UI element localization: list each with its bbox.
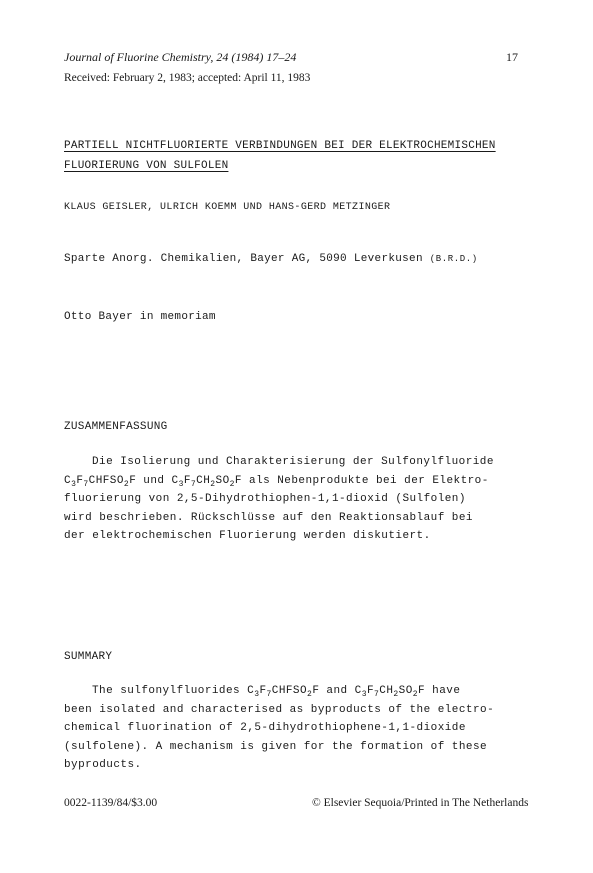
zusammenfassung-paragraph	[64, 453, 494, 546]
affiliation-country: (B.R.D.)	[429, 254, 478, 264]
title-line-2: FLUORIERUNG VON SULFOLEN	[64, 160, 229, 172]
zf-line-5: der elektrochemischen Fluorierung werden diskutiert.	[64, 530, 431, 542]
authors: KLAUS GEISLER, ULRICH KOEMM UND HANS-GERD METZINGER	[64, 202, 391, 213]
footer-publisher: © Elsevier Sequoia/Printed in The Netherlands	[312, 797, 529, 809]
sum-line-4: (sulfolene). A mechanism is given for the formation of these	[64, 740, 488, 753]
formula-c3f7ch2so2f: $C_3F_7CH_2SO_2F$	[171, 474, 242, 489]
footer-issn: 0022-1139/84/$3.00	[64, 797, 158, 809]
sum-line-3: chemical fluorination of 2,5-dihydrothiophene-1,1-dioxide	[64, 722, 466, 734]
zusammenfassung-heading: ZUSAMMENFASSUNG	[64, 421, 168, 433]
summary-heading: SUMMARY	[64, 651, 113, 663]
zf-line-4: wird beschrieben. Rückschlüsse auf den Reaktionsablauf bei	[64, 511, 473, 524]
sum-line-5: byproducts.	[64, 759, 142, 771]
journal-citation: Journal of Fluorine Chemistry, 24 (1984) 17–24	[64, 50, 297, 64]
sum-line-1: The sulfonylfluorides $C_3F_7CHFSO_2F$ and $C_3F_7CH_2SO_2F$ have	[92, 685, 461, 699]
zf-line-3: fluorierung von 2,5-Dihydrothiophen-1,1-dioxid (Sulfolen)	[64, 493, 466, 505]
formula-c3f7chfso2f-en: $C_3F_7CHFSO_2F$	[247, 685, 320, 699]
formula-c3f7ch2so2f-en: $C_3F_7CH_2SO_2F$	[354, 685, 426, 699]
zf-line-2: $C_3F_7CHFSO_2F$ und $C_3F_7CH_2SO_2F$ als Nebenprodukte bei der Elektro-	[64, 474, 489, 489]
affiliation-main: Sparte Anorg. Chemikalien, Bayer AG, 5090 Leverkusen	[64, 253, 430, 265]
article-title	[64, 136, 496, 176]
affiliation	[64, 253, 478, 265]
received-date: Received: February 2, 1983; accepted: April 11, 1983	[64, 72, 311, 84]
zf-line-1: Die Isolierung und Charakterisierung der Sulfonylfluoride	[92, 456, 494, 468]
formula-c3f7chfso2f: $C_3F_7CHFSO_2F$	[64, 474, 137, 489]
title-line-1: PARTIELL NICHTFLUORIERTE VERBINDUNGEN BEI DER ELEKTROCHEMISCHEN	[64, 140, 496, 152]
page-number: 17	[506, 50, 518, 64]
summary-paragraph	[64, 682, 494, 775]
dedication: Otto Bayer in memoriam	[64, 311, 216, 323]
sum-line-2: been isolated and characterised as byproducts of the electro-	[64, 703, 495, 716]
